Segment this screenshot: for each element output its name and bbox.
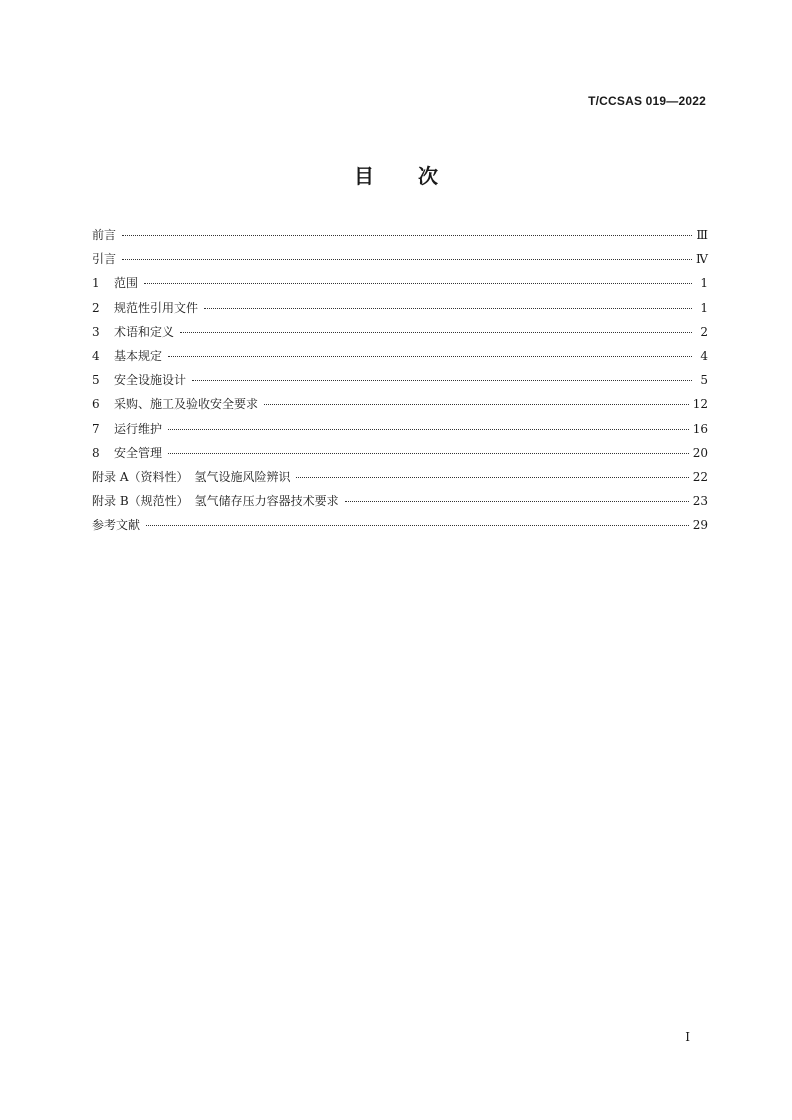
toc-entry-label: 引言 <box>92 252 117 267</box>
toc-entry[interactable] <box>92 516 708 540</box>
toc-entry-page: 1 <box>700 300 708 315</box>
toc-leader-dots <box>264 404 689 405</box>
table-of-contents <box>92 226 708 540</box>
toc-entry-page: 2 <box>700 324 708 339</box>
toc-entry-number: 6 <box>92 397 100 412</box>
toc-entry-label: 参考文献 <box>92 518 141 533</box>
toc-entry-number: 1 <box>92 276 100 291</box>
toc-leader-dots <box>192 380 692 381</box>
toc-entry-label: 7 运行维护 <box>92 421 163 436</box>
toc-entry[interactable] <box>92 468 708 492</box>
toc-entry-page: Ⅳ <box>696 252 708 267</box>
toc-entry-label: 5 安全设施设计 <box>92 373 187 388</box>
toc-entry-label: 8 安全管理 <box>92 445 163 460</box>
toc-entry[interactable] <box>92 299 708 323</box>
toc-leader-dots <box>122 259 692 260</box>
page-number: I <box>685 1030 690 1044</box>
toc-entry-label: 4 基本规定 <box>92 348 163 363</box>
toc-entry-page: 12 <box>692 397 708 412</box>
toc-entry-page: Ⅲ <box>696 228 708 242</box>
toc-entry[interactable] <box>92 274 708 298</box>
toc-entry-number: 8 <box>92 445 100 460</box>
toc-entry-page: 20 <box>692 445 708 460</box>
toc-entry[interactable] <box>92 250 708 274</box>
toc-entry-label: 1 范围 <box>92 276 139 291</box>
toc-entry-number: 7 <box>92 421 100 436</box>
toc-leader-dots <box>204 308 692 309</box>
toc-entry-label: 前言 <box>92 228 117 242</box>
toc-leader-dots <box>146 525 689 526</box>
toc-entry-page: 23 <box>692 494 708 509</box>
toc-entry-page: 4 <box>700 348 708 363</box>
toc-entry-number: 2 <box>92 300 100 315</box>
toc-leader-dots <box>296 477 688 478</box>
toc-entry[interactable] <box>92 226 708 250</box>
toc-entry-number: 3 <box>92 324 100 339</box>
toc-entry-page: 5 <box>700 373 708 388</box>
toc-entry[interactable] <box>92 444 708 468</box>
toc-entry-label: 6 采购、施工及验收安全要求 <box>92 397 259 412</box>
toc-leader-dots <box>168 356 692 357</box>
toc-entry[interactable] <box>92 395 708 419</box>
toc-entry[interactable] <box>92 371 708 395</box>
toc-entry-label: 附录 B（规范性） 氢气储存压力容器技术要求 <box>92 494 339 509</box>
toc-leader-dots <box>180 332 692 333</box>
toc-entry-page: 16 <box>692 421 708 436</box>
toc-entry[interactable] <box>92 347 708 371</box>
toc-entry-label: 附录 A（资料性） 氢气设施风险辨识 <box>92 469 291 484</box>
toc-leader-dots <box>345 501 689 502</box>
toc-leader-dots <box>168 453 689 454</box>
toc-title: 目次 <box>354 164 482 188</box>
toc-entry-page: 1 <box>700 276 708 291</box>
toc-leader-dots <box>144 283 692 284</box>
document-code: T/CCSAS 019—2022 <box>588 94 706 108</box>
toc-entry[interactable] <box>92 323 708 347</box>
toc-leader-dots <box>122 235 692 236</box>
toc-entry-number: 4 <box>92 348 100 363</box>
toc-entry[interactable] <box>92 420 708 444</box>
toc-entry-number: 5 <box>92 373 100 388</box>
toc-entry-label: 2 规范性引用文件 <box>92 300 199 315</box>
toc-entry[interactable] <box>92 492 708 516</box>
toc-entry-page: 29 <box>692 518 708 533</box>
toc-entry-label: 3 术语和定义 <box>92 324 175 339</box>
toc-entry-page: 22 <box>692 469 708 484</box>
toc-leader-dots <box>168 429 689 430</box>
